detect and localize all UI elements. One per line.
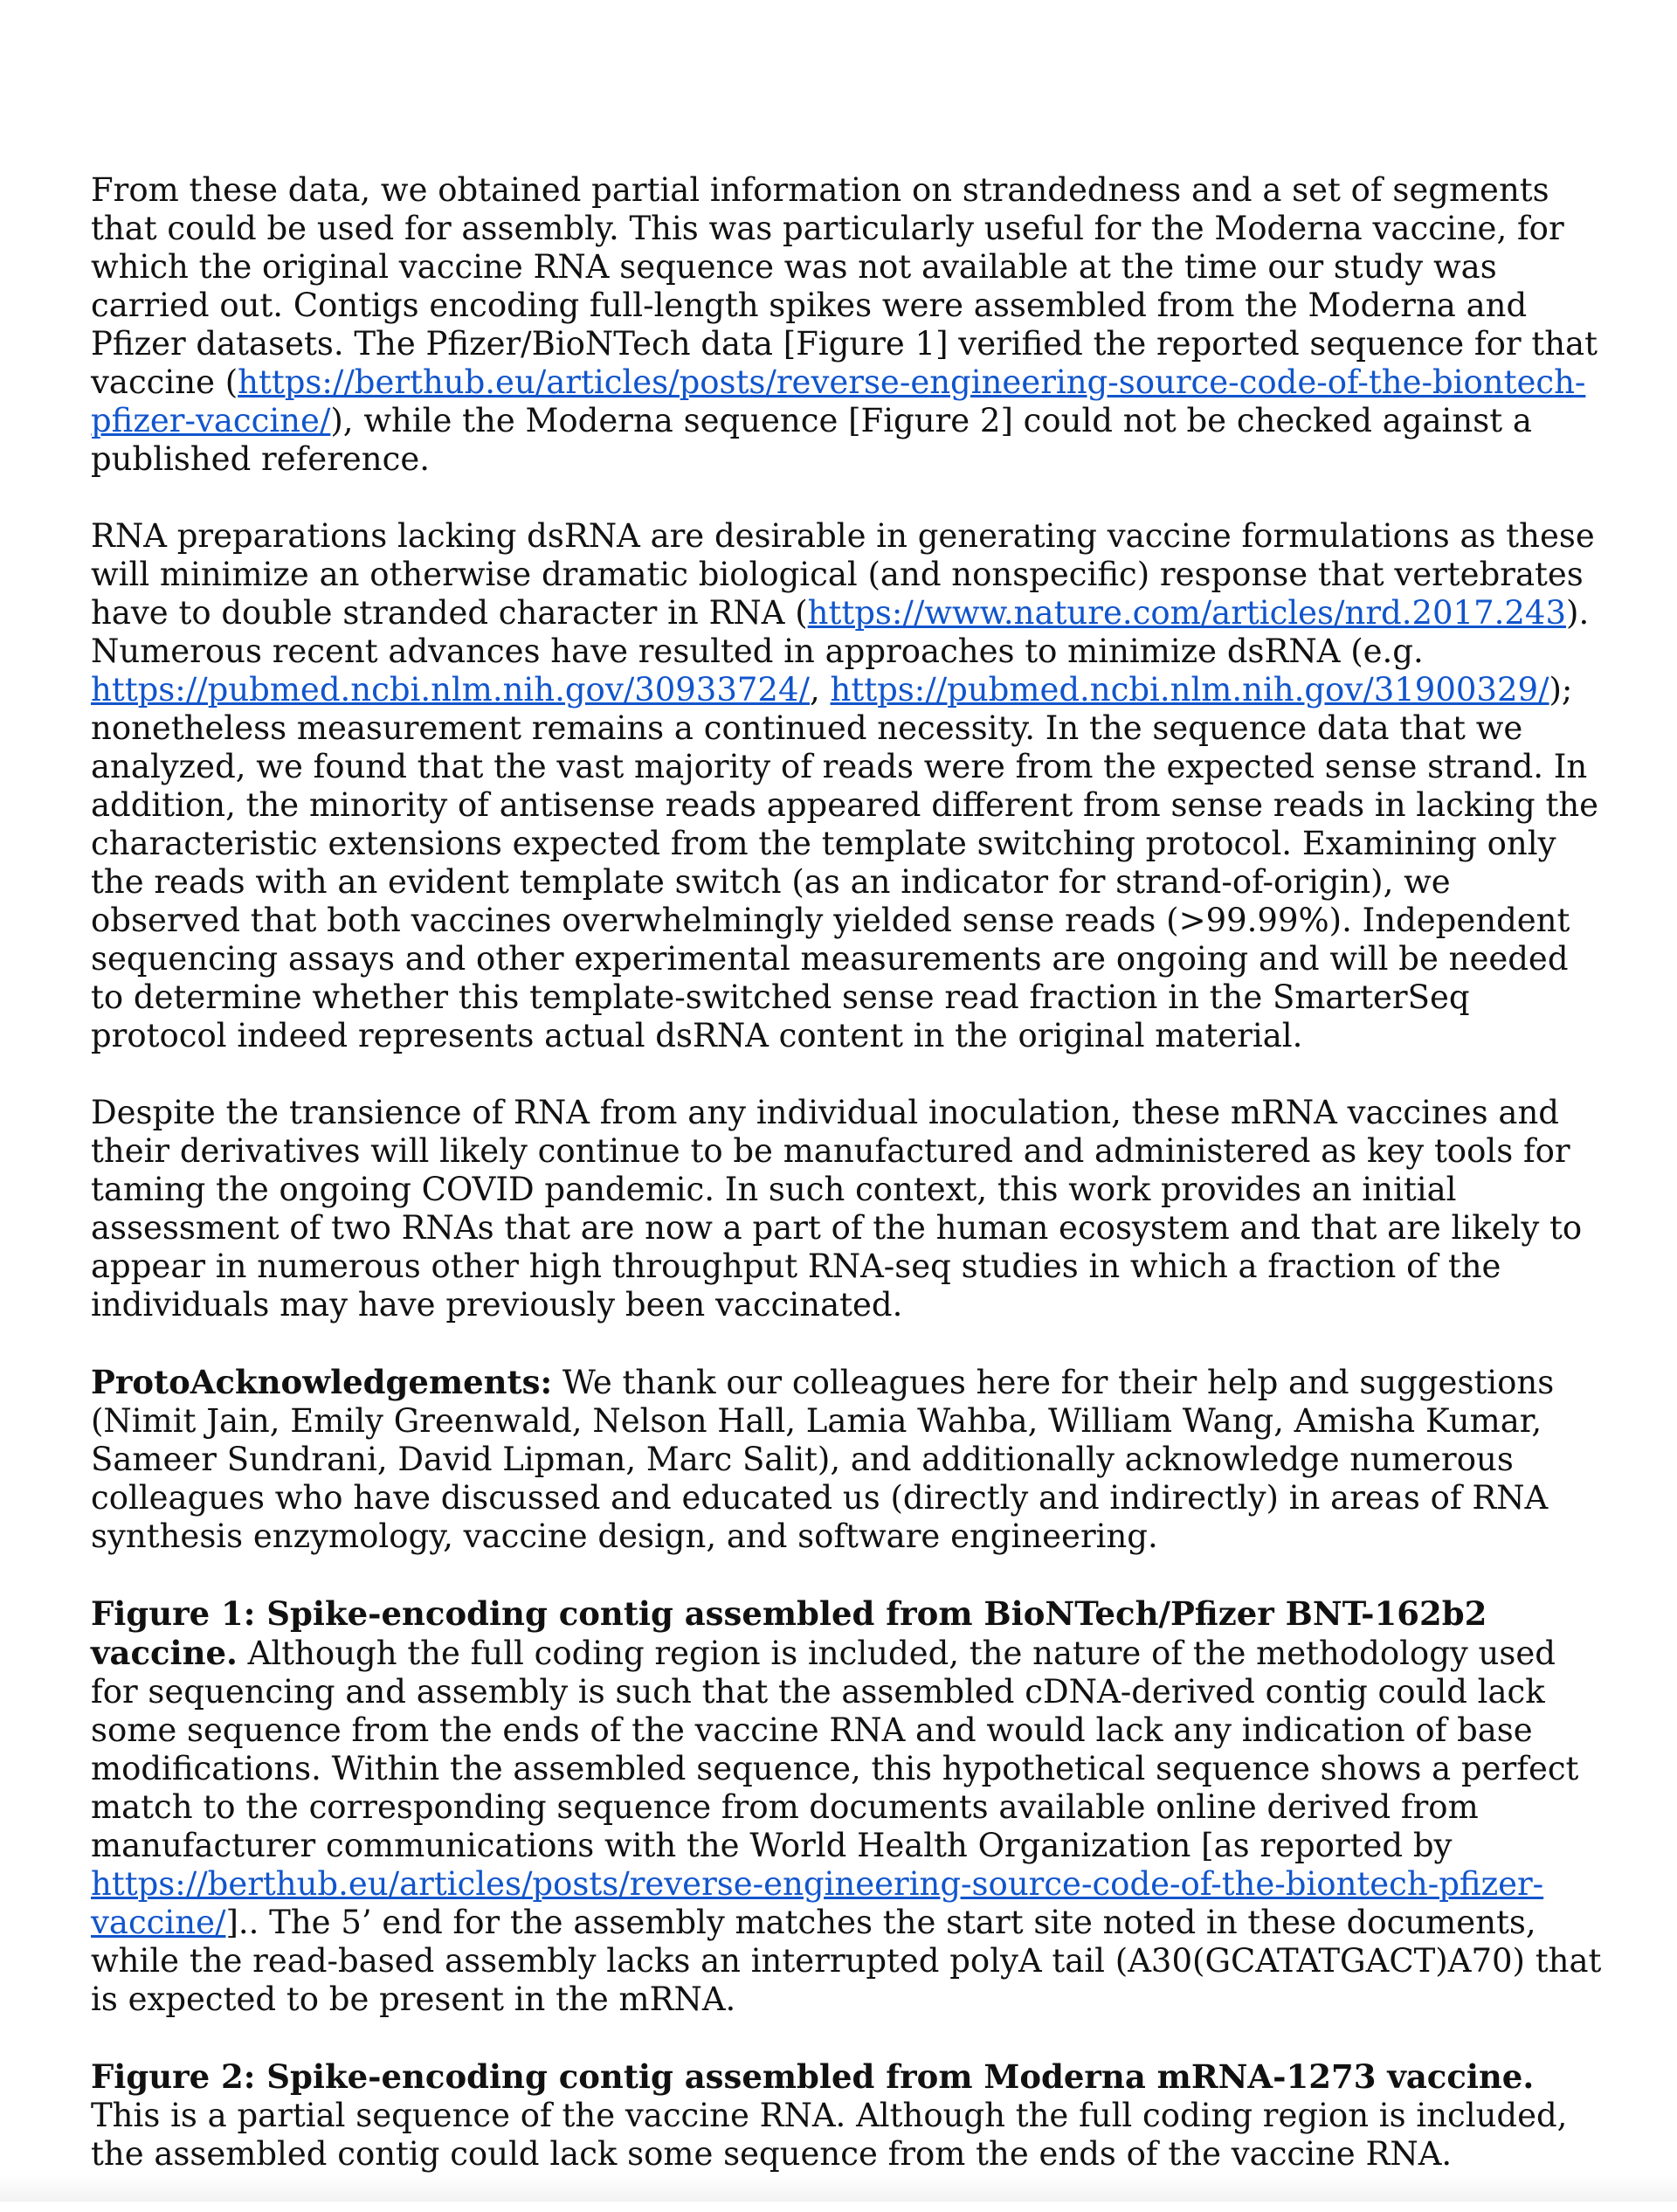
berthub-link[interactable]: https://berthub.eu/articles/posts/reverse-engineering-source-code-of-the-biontech-pfizer-vaccine/ — [91, 363, 1586, 439]
figure-1-caption — [91, 1594, 1607, 2019]
figure-2-caption — [91, 2057, 1607, 2174]
document-page — [91, 171, 1607, 2212]
paragraph-text: We thank our colleagues here for their help and suggestions (Nimit Jain, Emily Greenwald, Nelson Hall, Lamia Wahba, William Wang, Amisha Kumar, Sameer Sundrani, David Lipman, Marc Salit), and additionally acknowledge numerous colleagues who have discussed and educated us (directly and indirectly) in areas of RNA synthesis enzymology, vaccine design, and software engineering. — [91, 1364, 1555, 1555]
figure-2-title: Figure 2: Spike-encoding contig assembled from Moderna mRNA-1273 vaccine. — [91, 2057, 1535, 2096]
paragraph-text: ); nonetheless measurement remains a continued necessity. In the sequence data that we analyzed, we found that the vast majority of reads were from the expected sense strand. In addition, the minority of antisense reads appeared different from sense reads in lacking the characteristic extensions expected from the template switching protocol. Examining only the reads with an evident template switch (as an indicator for strand-of-origin), we observed that both vaccines overwhelmingly yielded sense reads (>99.99%). Independent sequencing assays and other experimental measurements are ongoing and will be needed to determine whether this template-switched sense read fraction in the SmarterSeq protocol indeed represents actual dsRNA content in the original material. — [91, 671, 1599, 1054]
paragraph-dsrna — [91, 517, 1607, 1055]
figure-1-title: Figure 1: Spike-encoding contig assembled from BioNTech/Pfizer BNT-162b2 vaccine. — [91, 1594, 1487, 1672]
paragraph-text: ].. The 5’ end for the assembly matches the start site noted in these documents, while the read-based assembly lacks an interrupted polyA tail (A30(GCATATGACT)A70) that is expected to be present in the mRNA. — [91, 1904, 1602, 2018]
berthub-link[interactable]: https://berthub.eu/articles/posts/reverse-engineering-source-code-of-the-biontech-pfizer-vaccine/ — [91, 1865, 1544, 1941]
paragraph-transience — [91, 1094, 1607, 1324]
pubmed-link-30933724[interactable]: https://pubmed.ncbi.nlm.nih.gov/30933724/ — [91, 671, 810, 709]
paragraph-text: Although the full coding region is included, the nature of the methodology used for sequencing and assembly is such that the assembled cDNA-derived contig could lack some sequence from the ends of the vaccine RNA and would lack any indication of base modifications. Within the assembled sequence, this hypothetical sequence shows a perfect match to the corresponding sequence from documents available online derived from manufacturer communications with the World Health Organization [as reported by — [91, 1635, 1579, 1864]
paragraph-text: This is a partial sequence of the vaccine RNA. Although the full coding region is included, the assembled contig could lack some sequence from the ends of the vaccine RNA. — [91, 2097, 1568, 2173]
nature-link[interactable]: https://www.nature.com/articles/nrd.2017.243 — [807, 594, 1567, 632]
page-bottom-edge — [0, 2175, 1677, 2202]
paragraph-acknowledgements — [91, 1363, 1607, 1556]
paragraph-text: ). Numerous recent advances have resulted in approaches to minimize dsRNA (e.g. — [91, 594, 1590, 670]
paragraph-text: From these data, we obtained partial information on strandedness and a set of segments that could be used for assembly. This was particularly useful for the Moderna vaccine, for which the original vaccine RNA sequence was not available at the time our study was carried out. Contigs encoding full-length spikes were assembled from the Moderna and Pfizer datasets. The Pfizer/BioNTech data [Figure 1] verified the reported sequence for that vaccine ( — [91, 171, 1598, 401]
paragraph-text: , — [809, 671, 831, 709]
paragraph-text: Despite the transience of RNA from any individual inoculation, these mRNA vaccines and their derivatives will likely continue to be manufactured and administered as key tools for taming the ongoing COVID pandemic. In such context, this work provides an initial assessment of two RNAs that are now a part of the human ecosystem and that are likely to appear in numerous other high throughput RNA-seq studies in which a fraction of the individuals may have previously been vaccinated. — [91, 1094, 1583, 1324]
acknowledgements-heading: ProtoAcknowledgements: — [91, 1363, 553, 1401]
paragraph-text: RNA preparations lacking dsRNA are desirable in generating vaccine formulations as these will minimize an otherwise dramatic biological (and nonspecific) response that vertebrates have to double stranded character in RNA ( — [91, 517, 1595, 632]
paragraph-assembly — [91, 171, 1607, 479]
pubmed-link-31900329[interactable]: https://pubmed.ncbi.nlm.nih.gov/31900329/ — [830, 671, 1549, 709]
paragraph-text: ), while the Moderna sequence [Figure 2] could not be checked against a published reference. — [91, 402, 1532, 478]
